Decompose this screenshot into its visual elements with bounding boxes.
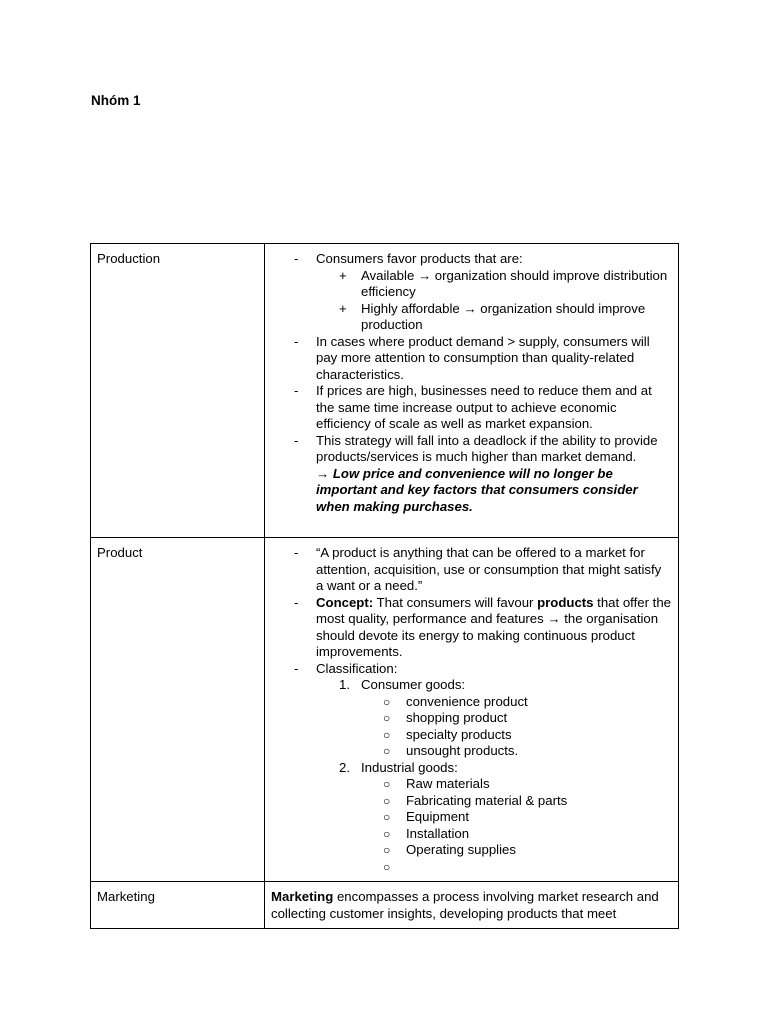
list-item: ○ unsought products. — [383, 743, 519, 758]
list-item: - Consumers favor products that are: — [294, 251, 523, 266]
conclusion: → Low price and convenience will no longer be important and key factors that consumers consider when making purchases. — [316, 465, 638, 514]
list-item: + Highly affordable → organization should improve production — [339, 300, 646, 332]
row-body-marketing: Marketing encompasses a process involving market research and collecting customer insights, developing products that meet — [265, 882, 679, 929]
list-item: ○ Installation — [383, 825, 470, 841]
list-item: - This strategy will fall into a deadlock if the ability to provide products/services is much higher than market demand. — [294, 432, 658, 464]
table-row-product — [91, 538, 679, 882]
list-item: - In cases where product demand > supply, consumers will pay more attention to consumption than quality-related characteristics. — [294, 333, 650, 382]
table-row-marketing — [91, 882, 679, 929]
list-item: - Classification: — [294, 660, 398, 676]
list-item: + Available → organization should improve distribution efficiency — [339, 267, 668, 299]
list-item: ○ Fabricating material & parts — [383, 792, 568, 808]
row-label-production: Production — [91, 244, 265, 538]
list-item: ○ Operating supplies — [383, 842, 516, 857]
page-title: Nhóm 1 — [91, 93, 141, 108]
row-label-product: Product — [91, 538, 265, 882]
row-body-product — [265, 538, 679, 882]
list-item: ○ — [383, 859, 391, 874]
list-item: ○ Equipment — [383, 809, 470, 824]
row-label-marketing: Marketing — [91, 882, 265, 929]
table-row-production — [91, 244, 679, 538]
list-item: - “A product is anything that can be offered to a market for attention, acquisition, use or consumption that might satisfy a want or a need.” — [294, 545, 662, 593]
list-item: 1. Consumer goods: — [339, 677, 466, 692]
list-item: 2. Industrial goods: — [339, 759, 458, 775]
content-table — [90, 243, 679, 929]
list-item: ○ convenience product — [383, 693, 528, 709]
list-item: ○ shopping product — [383, 710, 508, 725]
list-item: - Concept: That consumers will favour products that offer the most quality, performance and features → the organisation should devote its energy to making continuous product improvements. — [294, 594, 671, 659]
row-body-production — [265, 244, 679, 538]
list-item: ○ specialty products — [383, 726, 512, 742]
list-item: - If prices are high, businesses need to reduce them and at the same time increase output to achieve economic efficiency of scale as well as market expansion. — [294, 383, 652, 431]
list-item: ○ Raw materials — [383, 776, 490, 791]
